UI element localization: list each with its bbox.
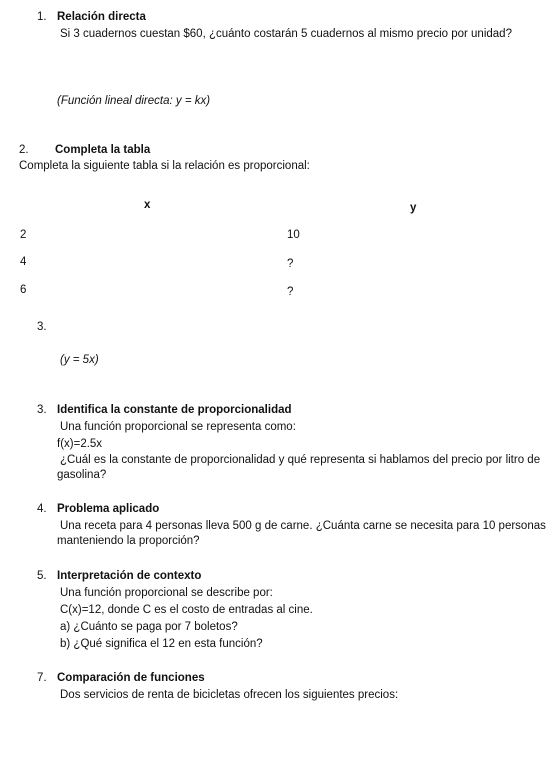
- section-1-number: 1.: [37, 11, 47, 23]
- table-cell-y: ?: [287, 258, 294, 270]
- table-cell-y: 10: [287, 229, 300, 241]
- section-7-title: Comparación de funciones: [57, 672, 205, 684]
- section-2-title: Completa la tabla: [55, 144, 151, 156]
- section-4-title: Problema aplicado: [57, 503, 160, 515]
- section-3b-title: Identifica la constante de proporcionalidad: [57, 404, 292, 416]
- section-5-line3: a) ¿Cuánto se paga por 7 boletos?: [60, 621, 238, 633]
- table-cell-x: 6: [20, 284, 27, 296]
- section-2-body: Completa la siguiente tabla si la relación es proporcional:: [19, 160, 310, 172]
- section-5-line4: b) ¿Qué significa el 12 en esta función?: [60, 638, 263, 650]
- section-5-line1: Una función proporcional se describe por:: [60, 587, 273, 599]
- section-3b-line2: f(x)=2.5x: [57, 438, 103, 450]
- section-3b-line1: Una función proporcional se representa como:: [60, 421, 296, 433]
- section-5-title: Interpretación de contexto: [57, 570, 202, 582]
- table-cell-x: 2: [20, 229, 27, 241]
- table-cell-y: ?: [287, 286, 294, 298]
- section-1-body: Si 3 cuadernos cuestan $60, ¿cuánto costarán 5 cuadernos al mismo precio por unidad?: [60, 28, 512, 40]
- section-3a-number: 3.: [37, 321, 47, 333]
- section-4-body: Una receta para 4 personas lleva 500 g de carne. ¿Cuánta carne se necesita para 10 personas manteniendo la proporción?: [57, 520, 546, 547]
- table-cell-x: 4: [20, 256, 27, 268]
- section-7-number: 7.: [37, 672, 47, 684]
- section-3a-formula: (y = 5x): [60, 354, 99, 366]
- section-5-line2: C(x)=12, donde C es el costo de entradas al cine.: [60, 604, 313, 616]
- section-5-number: 5.: [37, 570, 47, 582]
- section-3b-line3: ¿Cuál es la constante de proporcionalidad y qué representa si hablamos del precio por litro de gasolina?: [57, 454, 541, 481]
- table-header-x: x: [144, 199, 151, 211]
- section-1-title: Relación directa: [57, 11, 146, 23]
- section-3b-number: 3.: [37, 404, 47, 416]
- section-7-body: Dos servicios de renta de bicicletas ofrecen los siguientes precios:: [60, 689, 399, 701]
- section-2-number: 2.: [19, 144, 29, 156]
- section-1-hint: (Función lineal directa: y = kx): [57, 95, 211, 107]
- section-4-number: 4.: [37, 503, 47, 515]
- table-header-y: y: [410, 202, 417, 214]
